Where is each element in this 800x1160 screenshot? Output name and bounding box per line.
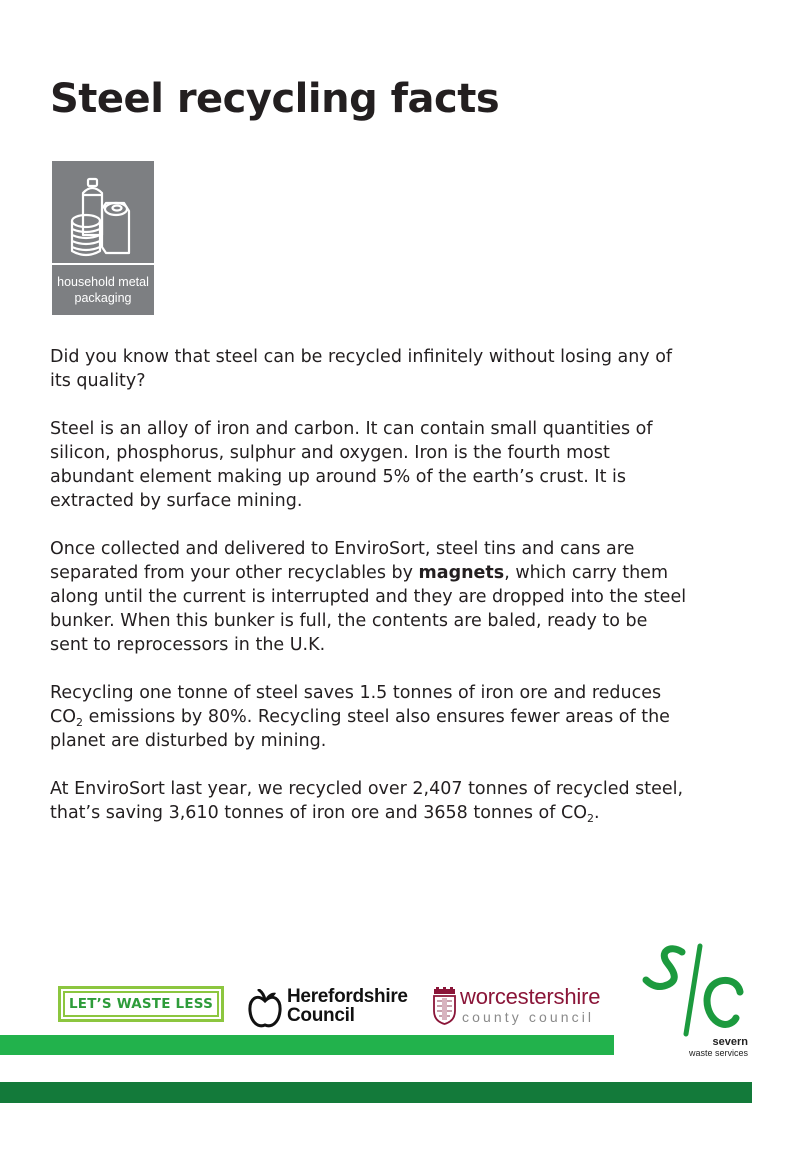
crest-icon	[432, 987, 457, 1025]
badge-label	[52, 274, 154, 306]
p5-before: At EnviroSort last year, we recycled over 2,407 tonnes of recycled steel, that’s saving 3,610 tonnes of iron ore and 3658 tonnes of CO	[50, 779, 684, 823]
p5-after: .	[593, 803, 600, 823]
paragraph-savings	[50, 681, 690, 753]
worcestershire-county-council-logo	[432, 984, 622, 1027]
badge-label-line2: packaging	[74, 291, 132, 305]
p4-after: emissions by 80%. Recycling steel also ensures fewer areas of the planet are disturbed by mining.	[50, 707, 670, 751]
herefordshire-council-logo	[247, 987, 422, 1029]
paragraph-last-year	[50, 777, 690, 825]
herefordshire-line1: Herefordshire	[287, 986, 408, 1007]
page-title: Steel recycling facts	[50, 76, 500, 122]
body-text	[50, 345, 690, 849]
metal-cans-icon	[66, 173, 140, 257]
footer-green-bar-dark	[0, 1082, 752, 1103]
severn-name: severn	[712, 1036, 748, 1048]
paragraph-envirosort-process	[50, 537, 690, 657]
household-metal-packaging-badge	[52, 161, 154, 315]
worcestershire-sub: county council	[462, 1009, 595, 1025]
apple-icon	[247, 989, 283, 1029]
co2-subscript: 2	[586, 812, 594, 825]
lets-waste-less-logo	[58, 986, 224, 1022]
severn-logo-icon	[642, 942, 746, 1038]
paragraph-steel-alloy: Steel is an alloy of iron and carbon. It can contain small quantities of silicon, phosphorus, sulphur and oxygen. Iron is the fourth most abundant element making up around 5% of the earth’s crust. It is extracted by surface mining.	[50, 419, 653, 511]
magnets-bold: magnets	[418, 563, 505, 583]
lets-waste-less-text: LET’S WASTE LESS	[63, 991, 219, 1017]
p3-before: Once collected and delivered to EnviroSort, steel tins and cans are separated from your other recyclables by	[50, 539, 635, 583]
severn-sub: waste services	[688, 1048, 748, 1058]
worcestershire-name: worcestershire	[460, 984, 601, 1009]
p3-after: , which carry them along until the current is interrupted and they are dropped into the steel bunker. When this bunker is full, the contents are baled, ready to be sent to reprocessors in the U.K.	[50, 563, 687, 655]
co2-subscript: 2	[76, 716, 83, 729]
badge-divider	[52, 263, 154, 265]
badge-label-line1: household metal	[57, 275, 149, 289]
paragraph-infinite-recycling: Did you know that steel can be recycled infinitely without losing any of its quality?	[50, 347, 673, 391]
footer-green-bar-light	[0, 1035, 614, 1055]
herefordshire-line2: Council	[287, 1005, 355, 1026]
herefordshire-council-name	[287, 987, 408, 1025]
p4-before: Recycling one tonne of steel saves 1.5 tonnes of iron ore and reduces CO	[50, 683, 662, 727]
